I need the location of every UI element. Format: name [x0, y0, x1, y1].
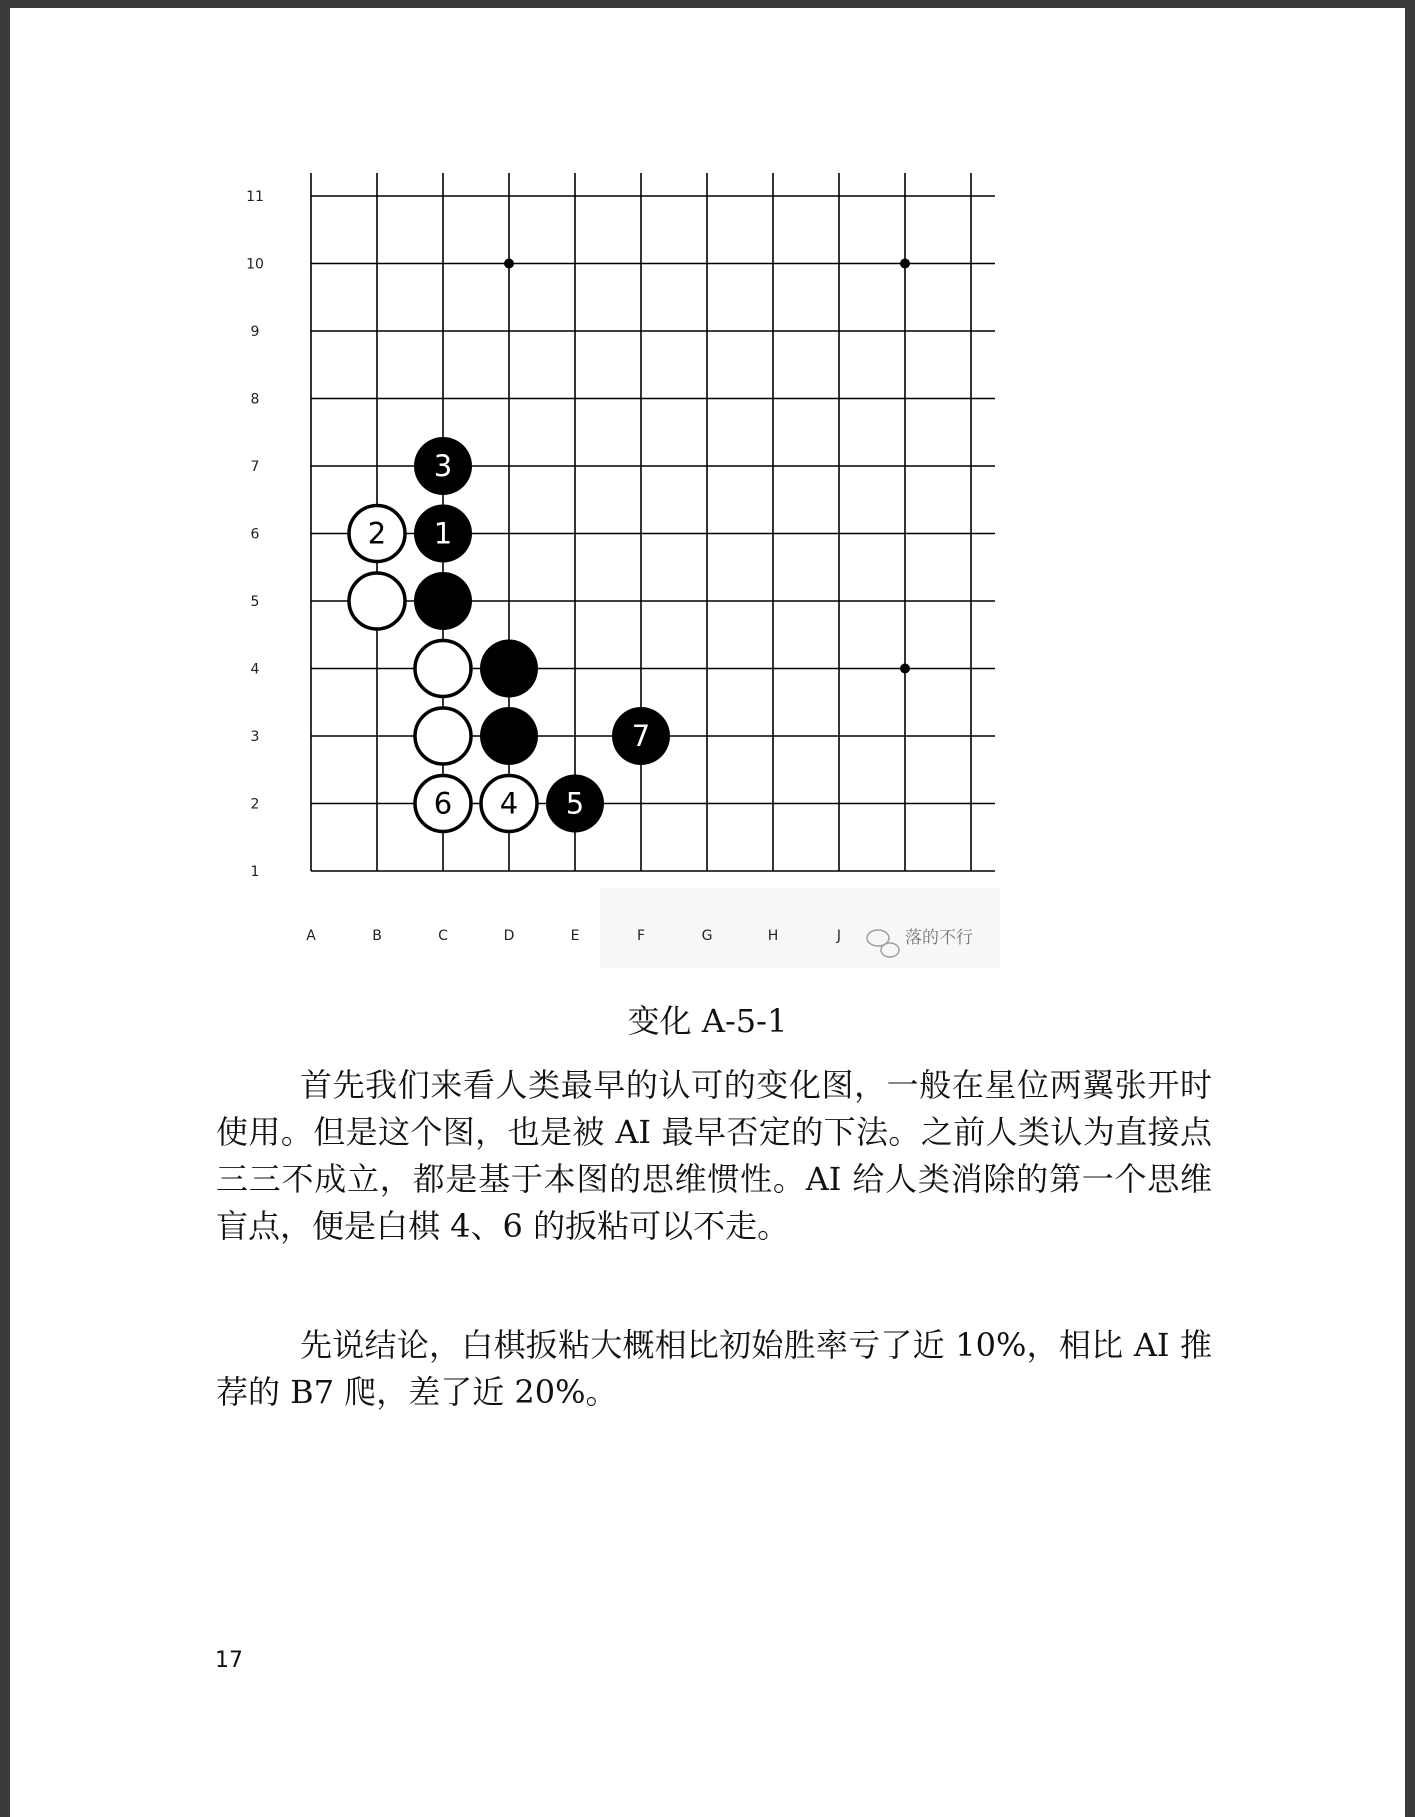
- stone-move-number: 4: [499, 786, 519, 821]
- white-stone: [415, 776, 471, 832]
- row-label: 2: [250, 796, 260, 813]
- white-stone: [415, 708, 471, 764]
- page-number: 17: [215, 1648, 243, 1673]
- stone-move-number: 5: [565, 786, 585, 821]
- stone-move-number: 7: [631, 719, 651, 753]
- black-stone: [414, 437, 472, 495]
- row-label: 9: [250, 324, 260, 340]
- stone-move-number: 1: [433, 516, 453, 551]
- stone-move-number: 2: [367, 516, 387, 551]
- white-stone: [349, 506, 405, 562]
- column-label: G: [701, 928, 713, 944]
- stone-move-number: 6: [433, 786, 453, 821]
- figure-caption: 变化 A-5-1: [627, 1002, 788, 1040]
- go-board-diagram: [10, 8, 1405, 1008]
- star-point: [900, 664, 910, 674]
- black-stone: [546, 775, 604, 833]
- column-label: D: [503, 928, 515, 944]
- white-stone: [415, 641, 471, 697]
- column-label: J: [836, 928, 842, 944]
- black-stone: [480, 707, 538, 765]
- black-stone: [612, 707, 670, 765]
- column-label: C: [438, 928, 448, 944]
- row-label: 5: [250, 594, 260, 610]
- white-stone: [481, 776, 537, 832]
- row-label: 7: [250, 459, 260, 475]
- column-label: E: [570, 928, 580, 944]
- star-point: [900, 259, 910, 269]
- row-label: 4: [250, 661, 260, 678]
- black-stone: [480, 640, 538, 698]
- row-label: 10: [246, 256, 264, 273]
- black-stone: [414, 505, 472, 563]
- column-label: H: [767, 928, 779, 944]
- row-label: 1: [250, 864, 260, 880]
- white-stone: [349, 573, 405, 629]
- column-label: F: [636, 928, 646, 944]
- star-point: [504, 259, 514, 269]
- column-label: A: [306, 928, 316, 944]
- row-label: 8: [250, 391, 260, 408]
- row-label: 11: [246, 189, 264, 205]
- watermark-text: 落的不行: [905, 928, 973, 948]
- column-label: B: [372, 928, 382, 944]
- row-label: 6: [250, 526, 260, 543]
- stone-move-number: 3: [433, 449, 453, 483]
- document-page: [10, 8, 1405, 1817]
- paragraph-2: 先说结论，白棋扳粘大概相比初始胜率亏了近 10%，相比 AI 推荐的 B7 爬，差了近 20%。: [216, 1326, 1212, 1411]
- paragraph-1: 首先我们来看人类最早的认可的变化图，一般在星位两翼张开时使用。但是这个图，也是被 AI 最早否定的下法。之前人类认为直接点三三不成立，都是基于本图的思维惯性。AI 给人类消除的第一个思维盲点，便是白棋 4、6 的扳粘可以不走。: [216, 1066, 1212, 1245]
- black-stone: [414, 572, 472, 630]
- row-label: 3: [250, 729, 260, 745]
